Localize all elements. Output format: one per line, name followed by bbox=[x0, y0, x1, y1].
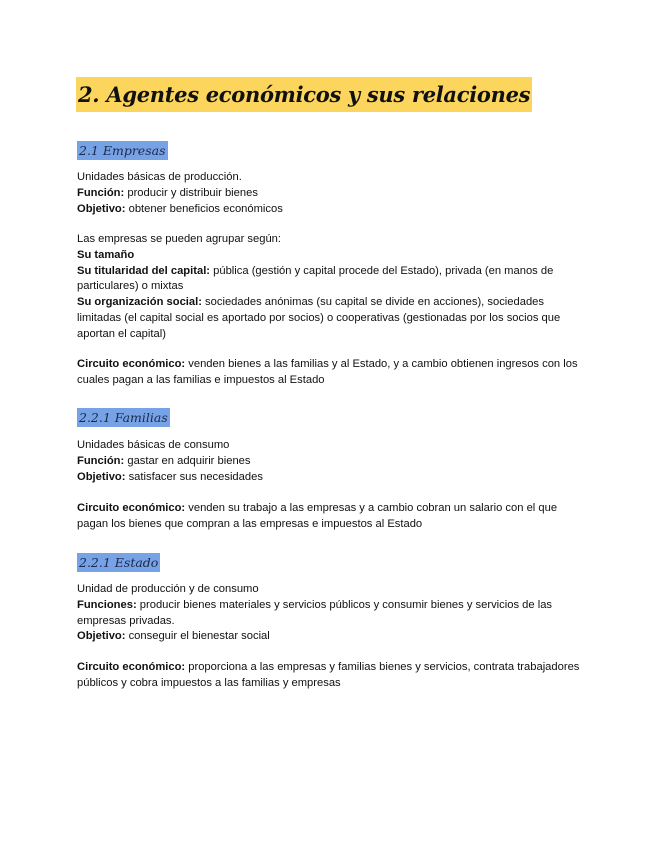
empresas-objective bbox=[77, 202, 582, 218]
circuit-text: venden bienes a las familias y al Estado, y a cambio obtienen ingresos con los cuales pagan a las familias e impuestos al Estado bbox=[77, 358, 578, 386]
empresas-function bbox=[77, 186, 582, 202]
functions-text: producir bienes materiales y servicios públicos y consumir bienes y servicios de las empresas privadas. bbox=[77, 598, 553, 627]
familias-description: Unidades básicas de consumo bbox=[77, 439, 230, 451]
classification-size bbox=[77, 248, 582, 264]
objective-text: conseguir el bienestar social bbox=[125, 630, 270, 643]
objective-text: obtener beneficios económicos bbox=[125, 202, 283, 215]
circuit-text: proporciona a las empresas y familias bienes y servicios, contrata trabajadores públicos y cobra impuestos a las familias y empresas bbox=[77, 661, 580, 689]
estado-summary bbox=[77, 582, 582, 645]
objective-label: Objetivo: bbox=[77, 202, 126, 215]
function-text: producir y distribuir bienes bbox=[124, 186, 258, 199]
familias-objective bbox=[77, 470, 582, 486]
estado-objective bbox=[77, 629, 582, 645]
objective-text: satisfacer sus necesidades bbox=[125, 470, 263, 483]
classification-ownership bbox=[77, 264, 582, 296]
circuit-label: Circuito económico: bbox=[77, 502, 186, 514]
empresas-circuit bbox=[77, 357, 582, 389]
section-heading-empresas: 2.1 Empresas bbox=[79, 143, 166, 158]
function-text: gastar en adquirir bienes bbox=[124, 454, 251, 467]
ownership-label: Su titularidad del capital: bbox=[77, 264, 211, 277]
familias-circuit-paragraph bbox=[77, 501, 582, 533]
empresas-classification bbox=[77, 232, 582, 343]
estado-circuit-paragraph bbox=[77, 660, 582, 692]
objective-label: Objetivo: bbox=[77, 470, 126, 483]
section-heading-familias: 2.2.1 Familias bbox=[79, 410, 168, 425]
empresas-summary bbox=[77, 170, 582, 217]
familias-function bbox=[77, 454, 582, 470]
objective-label: Objetivo: bbox=[77, 630, 126, 643]
page-title: 2. Agentes económicos y sus relaciones bbox=[76, 77, 532, 112]
ownership-text: pública (gestión y capital procede del Estado), privada (en manos de particulares) o mixtas bbox=[77, 264, 554, 293]
circuit-label: Circuito económico: bbox=[77, 661, 186, 673]
classification-intro: Las empresas se pueden agrupar según: bbox=[77, 233, 281, 245]
size-label: Su tamaño bbox=[77, 248, 135, 261]
function-label: Función: bbox=[77, 454, 125, 467]
empresas-circuit-paragraph bbox=[77, 357, 582, 389]
organization-text: sociedades anónimas (su capital se divide en acciones), sociedades limitadas (el capital social es aportado por socios) o cooperativas (gestionadas por los socios que aportan el capital) bbox=[77, 296, 561, 340]
estado-functions bbox=[77, 598, 582, 630]
familias-circuit bbox=[77, 501, 582, 533]
circuit-text: venden su trabajo a las empresas y a cambio cobran un salario con el que pagan los bienes que compran a las empresas e impuestos al Estado bbox=[77, 502, 558, 530]
circuit-label: Circuito económico: bbox=[77, 358, 186, 370]
classification-organization bbox=[77, 295, 582, 342]
organization-label: Su organización social: bbox=[77, 296, 202, 309]
estado-description: Unidad de producción y de consumo bbox=[77, 583, 259, 595]
familias-summary bbox=[77, 438, 582, 485]
function-label: Función: bbox=[77, 186, 125, 199]
functions-label: Funciones: bbox=[77, 598, 137, 611]
section-heading-estado: 2.2.1 Estado bbox=[79, 555, 159, 570]
estado-circuit bbox=[77, 660, 582, 692]
empresas-description: Unidades básicas de producción. bbox=[77, 171, 242, 183]
